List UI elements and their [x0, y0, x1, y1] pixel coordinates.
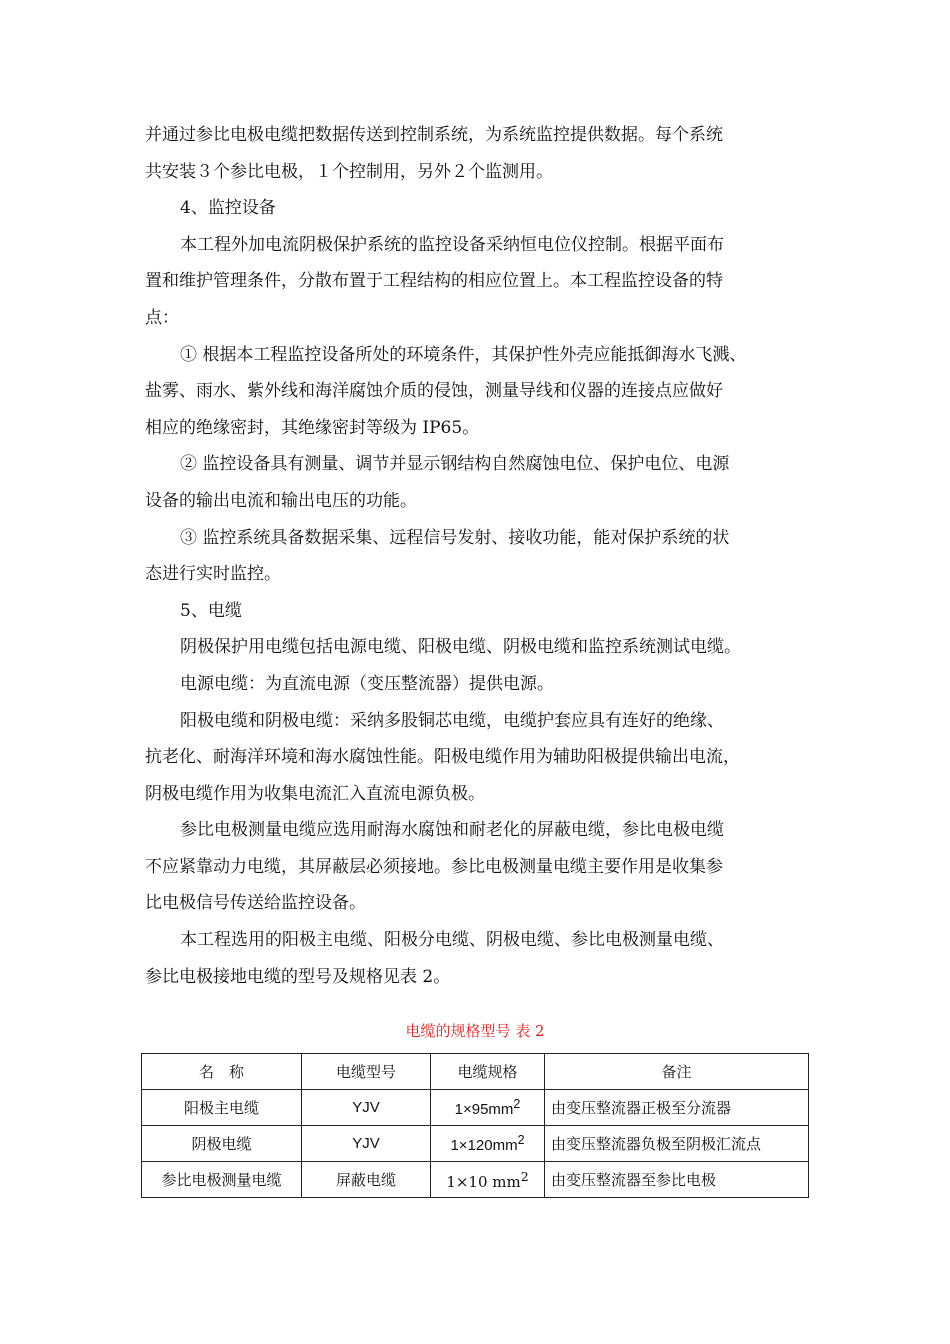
- text-line: 电源电缆：为直流电源（变压整流器）提供电源。: [180, 673, 554, 694]
- text-line: ③ 监控系统具备数据采集、远程信号发射、接收功能，能对保护系统的状: [180, 527, 730, 548]
- text-line: 并通过参比电极电缆把数据传送到控制系统，为系统监控提供数据。每个系统: [145, 125, 723, 145]
- spec-value: 1×120mm: [450, 1137, 518, 1154]
- text-line: 参比电极测量电缆应选用耐海水腐蚀和耐老化的屏蔽电缆，参比电极电缆: [180, 820, 724, 841]
- spec-value: 1×95mm: [454, 1101, 514, 1118]
- text-line: ① 根据本工程监控设备所处的环境条件，其保护性外壳应能抵御海水飞溅、: [180, 344, 747, 365]
- cell-note: 由变压整流器负极至阴极汇流点: [545, 1126, 809, 1162]
- table-row: [142, 1126, 809, 1162]
- spec-superscript: 2: [517, 1133, 525, 1147]
- text-line: 相应的绝缘密封，其绝缘密封等级为 IP65。: [145, 417, 480, 438]
- text-line: 本工程选用的阳极主电缆、阳极分电缆、阴极电缆、参比电极测量电缆、: [180, 930, 724, 951]
- cell-note: 由变压整流器至参比电极: [545, 1162, 809, 1198]
- text-line: 抗老化、耐海洋环境和海水腐蚀性能。阳极电缆作用为辅助阳极提供输出电流，: [145, 747, 740, 768]
- spec-value: 1×10 mm: [446, 1172, 521, 1191]
- section-heading: 4、监控设备: [180, 198, 276, 219]
- text-line: 设备的输出电流和输出电压的功能。: [145, 490, 417, 511]
- section-heading: 5、电缆: [180, 600, 242, 621]
- body-text: [145, 117, 810, 995]
- text-line: 共安装３个参比电极，１个控制用，另外２个监测用。: [145, 161, 553, 182]
- header-note: 备注: [545, 1054, 809, 1090]
- cell-model: YJV: [302, 1126, 431, 1162]
- table-caption: 电缆的规格型号 表 2: [405, 1022, 545, 1040]
- cell-model: YJV: [302, 1090, 431, 1126]
- table-row: [142, 1090, 809, 1126]
- header-name: 名 称: [142, 1054, 302, 1090]
- cable-spec-table: [141, 1053, 809, 1198]
- header-model: 电缆型号: [302, 1054, 431, 1090]
- text-line: 本工程外加电流阴极保护系统的监控设备采纳恒电位仪控制。根据平面布: [180, 234, 724, 255]
- cell-spec: [431, 1162, 545, 1198]
- spec-superscript: 2: [520, 1168, 529, 1184]
- cell-name: 阳极主电缆: [142, 1090, 302, 1126]
- text-line: 不应紧靠动力电缆，其屏蔽层必须接地。参比电极测量电缆主要作用是收集参: [145, 856, 723, 877]
- text-line: 置和维护管理条件，分散布置于工程结构的相应位置上。本工程监控设备的特: [145, 271, 723, 292]
- table-row: [142, 1162, 809, 1198]
- text-line: 比电极信号传送给监控设备。: [145, 893, 366, 914]
- text-line: 态进行实时监控。: [145, 564, 281, 585]
- header-spec: 电缆规格: [431, 1054, 545, 1090]
- cell-spec: [431, 1090, 545, 1126]
- text-line: 参比电极接地电缆的型号及规格见表 2。: [145, 966, 451, 987]
- text-line: ② 监控设备具有测量、调节并显示钢结构自然腐蚀电位、保护电位、电源: [180, 454, 730, 475]
- spec-superscript: 2: [513, 1097, 521, 1111]
- cell-model: 屏蔽电缆: [302, 1162, 431, 1198]
- cell-name: 阴极电缆: [142, 1126, 302, 1162]
- text-line: 阴极保护用电缆包括电源电缆、阳极电缆、阴极电缆和监控系统测试电缆。: [180, 637, 741, 658]
- cell-spec: [431, 1126, 545, 1162]
- text-line: 盐雾、雨水、紫外线和海洋腐蚀介质的侵蚀，测量导线和仪器的连接点应做好: [145, 381, 723, 402]
- cell-note: 由变压整流器正极至分流器: [545, 1090, 809, 1126]
- text-line: 点：: [145, 307, 179, 328]
- text-line: 阴极电缆作用为收集电流汇入直流电源负极。: [145, 783, 485, 804]
- table-header-row: [142, 1054, 809, 1090]
- text-line: 阳极电缆和阴极电缆：采纳多股铜芯电缆，电缆护套应具有连好的绝缘、: [180, 710, 724, 731]
- cell-name: 参比电极测量电缆: [142, 1162, 302, 1198]
